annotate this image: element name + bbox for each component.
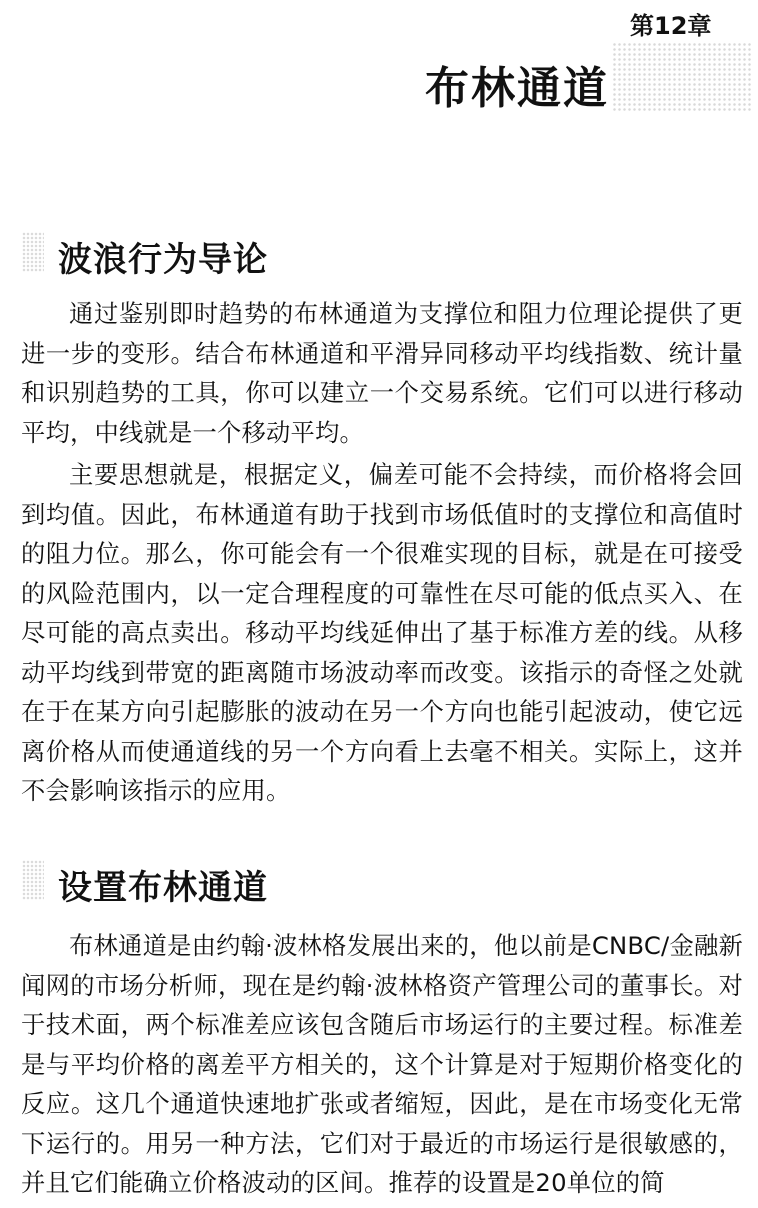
paragraph: 主要思想就是，根据定义，偏差可能不会持续，而价格将会回到均值。因此，布林通道有助于找到市场低值时的支撑位和高值时的阻力位。那么，你可能会有一个很难实现的目标，就是在可接受的风险范围内，以一定合理程度的可靠性在尽可能的低点买入、在尽可能的高点卖出。移动平均线延伸出了基于标准方差的线。从移动平均线到带宽的距离随市场波动率而改变。该指示的奇怪之处就在于在某方向引起膨胀的波动在另一个方向也能引起波动，使它远离价格从而使通道线的另一个方向看上去毫不相关。实际上，这并不会影响该指示的应用。: [21, 460, 743, 805]
paragraph: 布林通道是由约翰·波林格发展出来的，他以前是CNBC/金融新闻网的市场分析师，现在是约翰·波林格资产管理公司的董事长。对于技术面，两个标准差应该包含随后市场运行的主要过程。标准差是与平均价格的离差平方相关的，这个计算是对于短期价格变化的反应。这几个通道快速地扩张或者缩短，因此，是在市场变化无常下运行的。用另一种方法，它们对于最近的市场运行是很敏感的，并且它们能确立价格波动的区间。推荐的设置是20单位的简: [21, 931, 743, 1197]
chapter-title: 布林通道: [425, 63, 609, 114]
section-heading: 波浪行为导论: [58, 240, 268, 280]
chapter-label: 第12章: [630, 12, 712, 40]
scan-speckle-decoration: [612, 42, 752, 112]
paragraph: 通过鉴别即时趋势的布林通道为支撑位和阻力位理论提供了更进一步的变形。结合布林通道和平滑异同移动平均线指数、统计量和识别趋势的工具，你可以建立一个交易系统。它们可以进行移动平均，中线就是一个移动平均。: [21, 299, 743, 447]
section-heading: 设置布林通道: [58, 868, 268, 908]
heading-marker-decoration: [22, 860, 44, 900]
heading-marker-decoration: [22, 232, 44, 272]
